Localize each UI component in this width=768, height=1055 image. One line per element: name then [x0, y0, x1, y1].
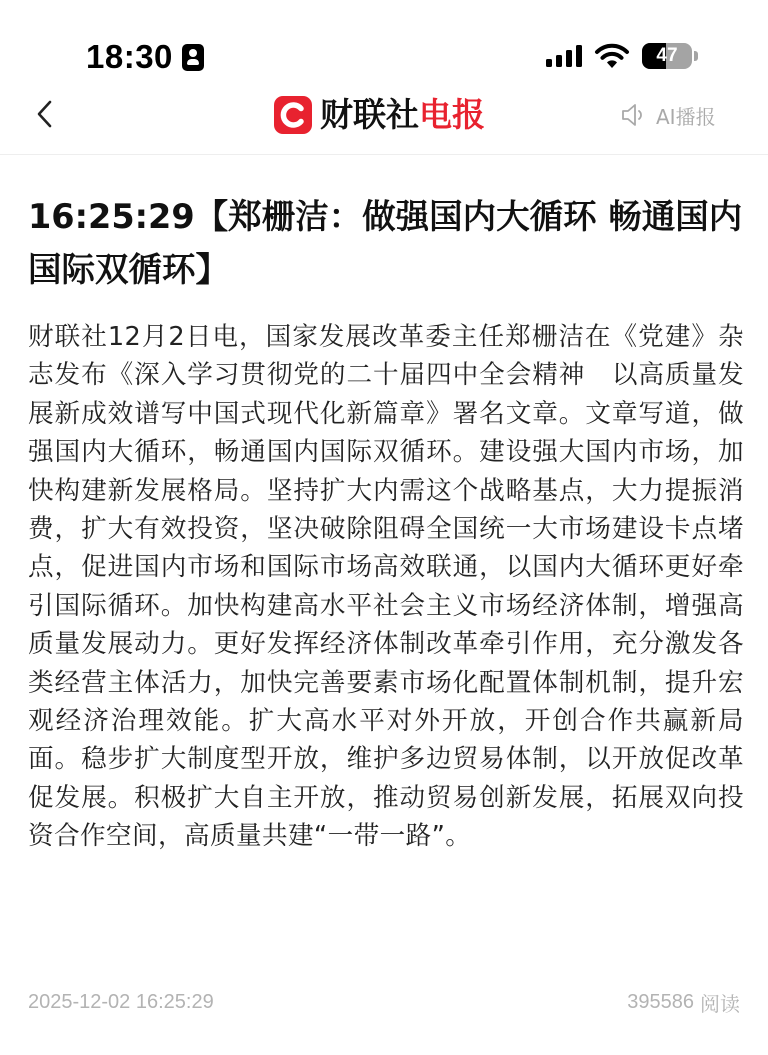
- status-bar: [0, 0, 768, 84]
- ai-broadcast-button[interactable]: [620, 100, 716, 130]
- article-body: 财联社12月2日电，国家发展改革委主任郑栅洁在《党建》杂志发布《深入学习贯彻党的二十届四中全会精神 以高质量发展新成效谱写中国式现代化新篇章》署名文章。文章写道，做强国内大循环，畅通国内国际双循环。建设强大国内市场，加快构建新发展格局。坚持扩大内需这个战略基点，大力提振消费，扩大有效投资，坚决破除阻碍全国统一大市场建设卡点堵点，促进国内市场和国际市场高效联通，以国内大循环更好牵引国际循环。加快构建高水平社会主义市场经济体制，增强高质量发展动力。更好发挥经济体制改革牵引作用，充分激发各类经营主体活力，加快完善要素市场化配置体制机制，提升宏观经济治理效能。扩大高水平对外开放，开创合作共赢新局面。稳步扩大制度型开放，维护多边贸易体制，以开放促改革促发展。积极扩大自主开放，推动贸易创新发展，拓展双向投资合作空间，高质量共建“一带一路”。: [28, 322, 744, 852]
- speaker-icon: [620, 102, 648, 128]
- article: [28, 190, 744, 856]
- article-title: 16:25:29【郑栅洁：做强国内大循环 畅通国内国际双循环】: [28, 197, 743, 289]
- brand-logo: [274, 93, 485, 137]
- brand-sub: 电报: [419, 95, 485, 134]
- article-footer: [28, 986, 740, 1018]
- id-card-icon: [182, 44, 204, 71]
- wifi-icon: [594, 42, 630, 70]
- ai-broadcast-label: AI播报: [656, 104, 716, 129]
- nav-bar: [0, 84, 768, 155]
- status-time: 18:30: [86, 38, 173, 75]
- battery-icon: [642, 43, 698, 69]
- read-count-label: 阅读: [700, 991, 740, 1016]
- read-count-value: 395586: [627, 990, 694, 1013]
- battery-level: 47: [656, 45, 678, 66]
- back-button[interactable]: [26, 94, 66, 134]
- article-timestamp: 2025-12-02 16:25:29: [28, 990, 214, 1013]
- brand-name: 财联社: [320, 95, 419, 134]
- brand-mark: [274, 96, 312, 134]
- cellular-signal-icon: [545, 44, 585, 68]
- read-count: [627, 988, 740, 1017]
- chevron-left-icon: [26, 94, 66, 134]
